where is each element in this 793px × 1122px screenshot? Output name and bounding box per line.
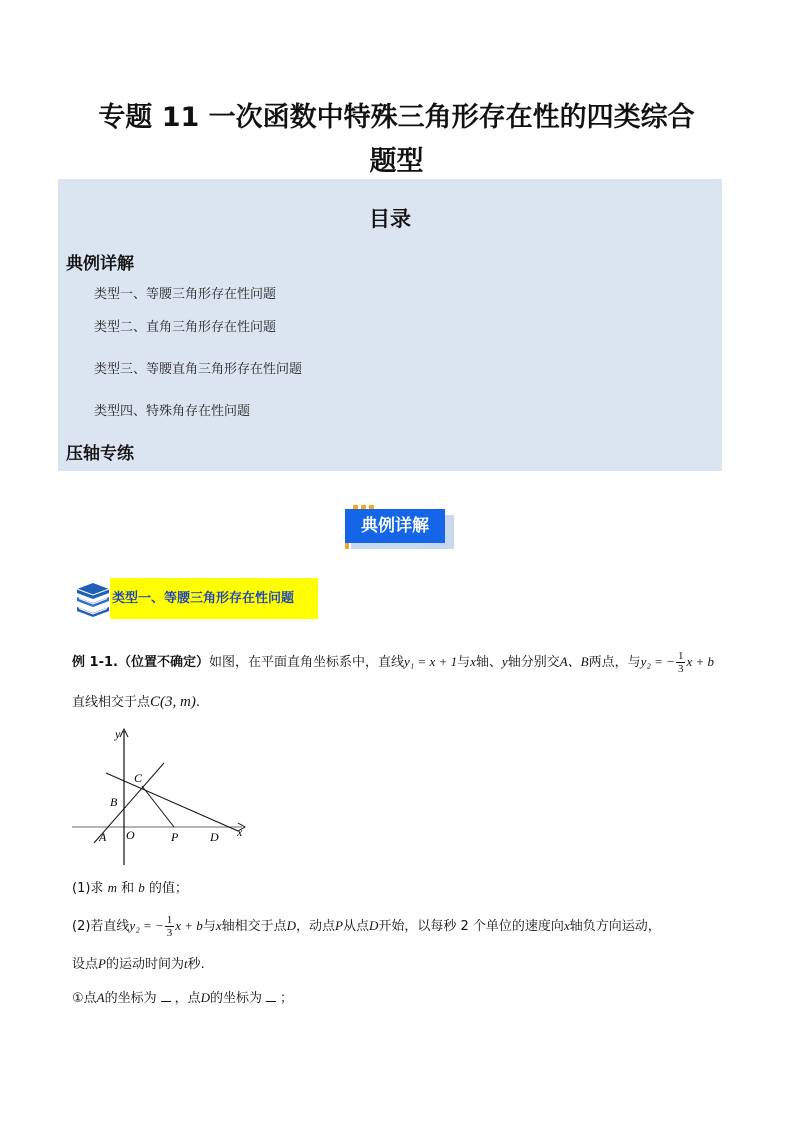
q2-text: 与 (202, 919, 216, 934)
var-b: b (138, 880, 145, 895)
title-line-1: 专题 11 一次函数中特殊三角形存在性的四类综合 (98, 102, 695, 133)
var-t: t (183, 956, 188, 971)
q2-1-text: ； (280, 991, 294, 1006)
var-y: y (501, 654, 508, 669)
q1-text: (1)求 (72, 881, 104, 896)
equation-y2-left: y₂ = − (129, 918, 164, 933)
label-o: O (126, 828, 135, 842)
line-y2 (106, 773, 238, 831)
var-x: x (563, 918, 570, 933)
q2-text: 轴相交于点 (221, 919, 287, 934)
q2-text: 开始，以每秒 2 个单位的速度向 (378, 919, 564, 934)
section-badge-label: 典例详解 (345, 509, 445, 543)
equation-y2-right: x + b (175, 918, 203, 933)
label-b: B (110, 795, 118, 809)
toc-item-type1[interactable]: 类型一、等腰三角形存在性问题 (94, 287, 277, 302)
q2-text: ，动点 (296, 919, 336, 934)
label-x: x (237, 825, 243, 839)
point-c: C(3, m) (150, 694, 196, 710)
question-1 (72, 878, 188, 899)
q2-text: 的运动时间为 (105, 957, 184, 972)
question-2-line-1 (72, 914, 661, 939)
var-d: D (200, 990, 211, 1005)
answer-blank-a[interactable] (161, 988, 171, 1002)
fraction (165, 914, 175, 939)
var-x: x (470, 654, 476, 669)
example-text: 轴分别交 (507, 655, 560, 670)
q2-text: 秒. (187, 957, 205, 972)
fraction (676, 650, 686, 675)
q2-text: 从点 (342, 919, 369, 934)
q2-1-text: 的坐标为 (210, 991, 263, 1006)
fraction-denominator: 3 (677, 663, 684, 675)
example-text: 轴、 (475, 655, 502, 670)
toc-section-practice[interactable]: 压轴专练 (66, 444, 134, 464)
example-line-2 (72, 692, 200, 713)
label-p: P (171, 830, 179, 844)
toc-heading: 目录 (369, 207, 411, 231)
fraction-numerator: 1 (677, 650, 684, 662)
toc-item-type3[interactable]: 类型三、等腰直角三角形存在性问题 (94, 362, 303, 377)
question-2-1 (72, 988, 293, 1009)
section-badge (345, 507, 455, 549)
q2-1-text: ①点 (72, 991, 97, 1006)
example-text: 与 (457, 655, 471, 670)
page-title (60, 96, 733, 184)
q1-text: 的值； (148, 881, 188, 896)
example-text: 如图，在平面直角坐标系中，直线 (208, 655, 404, 670)
example-tag: （位置不确定） (117, 655, 209, 670)
q1-text: 和 (121, 881, 135, 896)
example-text: 两点，与 (588, 655, 641, 670)
type-heading: 类型一、等腰三角形存在性问题 (110, 578, 318, 619)
fraction-numerator: 1 (166, 914, 173, 926)
toc-item-type4[interactable]: 类型四、特殊角存在性问题 (94, 404, 251, 419)
var-p: P (335, 918, 343, 933)
answer-blank-d[interactable] (266, 988, 276, 1002)
books-stack-icon (74, 583, 112, 617)
equation-y2-right: x + b (686, 654, 714, 669)
fraction-denominator: 3 (166, 927, 173, 939)
var-x: x (215, 918, 222, 933)
q2-1-text: 的坐标为 (104, 991, 157, 1006)
title-line-2: 题型 (369, 146, 424, 177)
var-p: P (98, 956, 106, 971)
coordinate-graph (70, 725, 255, 875)
var-a: A (96, 990, 105, 1005)
question-2-line-2 (72, 954, 205, 975)
table-of-contents (58, 179, 722, 471)
example-label: 例 1-1. (72, 655, 118, 670)
q2-text: (2)若直线 (72, 919, 130, 934)
label-d: D (210, 830, 219, 844)
equation-y1: y₁ = x + 1 (403, 654, 458, 669)
label-c: C (134, 771, 143, 785)
example-text: . (195, 695, 200, 710)
points-ab: A、B (559, 654, 589, 669)
q2-text: 轴负方向运动， (569, 919, 661, 934)
example-text: 直线相交于点 (72, 695, 151, 710)
toc-item-type2[interactable]: 类型二、直角三角形存在性问题 (94, 320, 277, 335)
label-a: A (99, 830, 107, 844)
badge-corner-decoration (345, 543, 349, 549)
toc-section-examples[interactable]: 典例详解 (66, 254, 134, 274)
var-d: D (286, 918, 297, 933)
q2-1-text: ，点 (174, 991, 201, 1006)
var-d: D (369, 918, 379, 933)
label-y: y (115, 727, 121, 741)
equation-y2-left: y₂ = − (640, 654, 675, 669)
example-line-1 (72, 650, 714, 675)
var-m: m (107, 880, 117, 895)
segment-cp (142, 786, 174, 827)
q2-text: 设点 (72, 957, 99, 972)
